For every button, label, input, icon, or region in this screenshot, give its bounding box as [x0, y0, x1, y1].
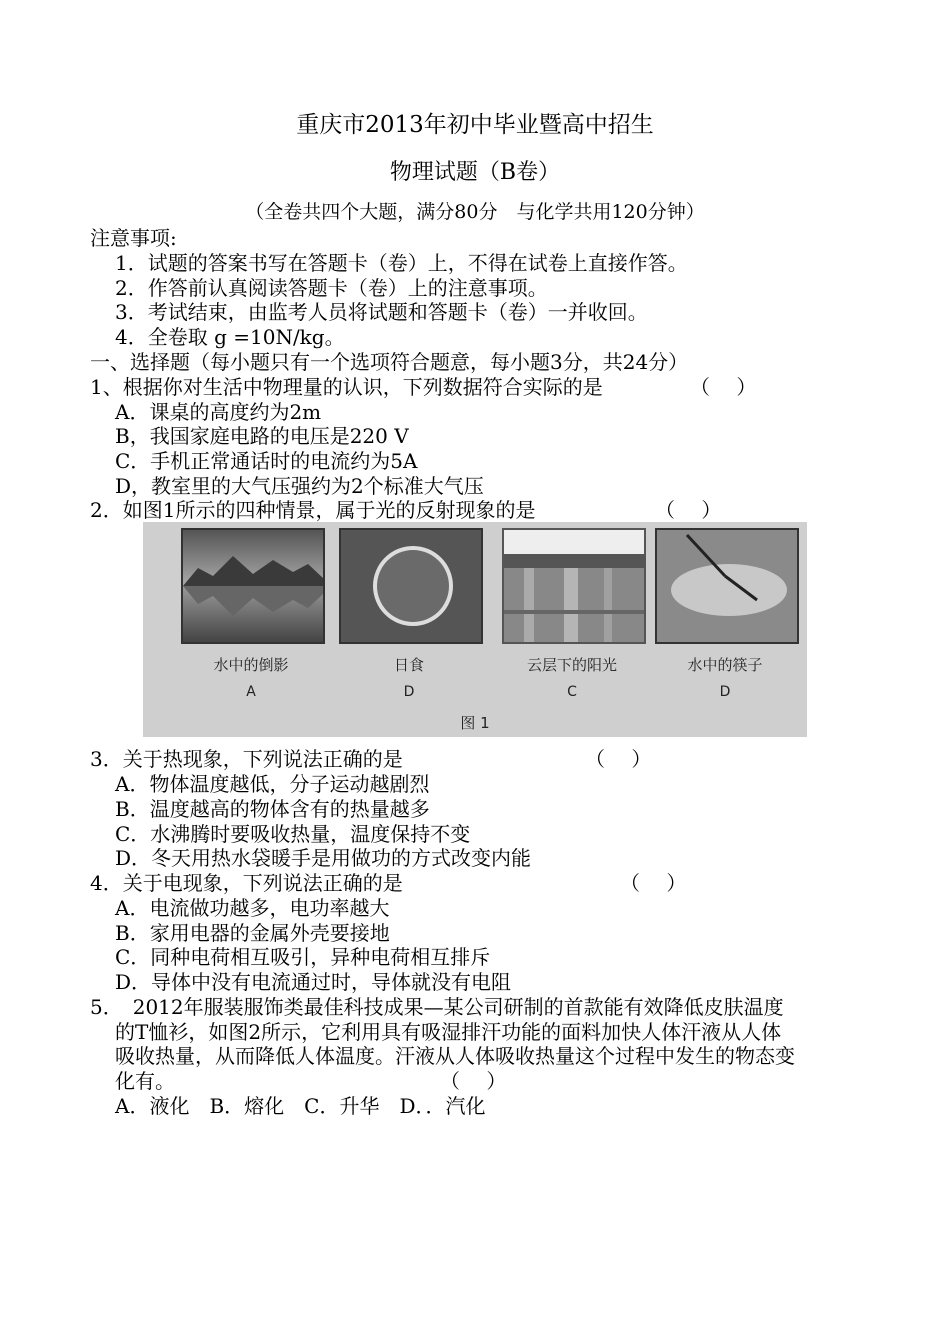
- section-heading: 一、选择题（每小题只有一个选项符合题意，每小题3分，共24分）: [90, 350, 689, 374]
- answer-paren: （ ）: [690, 375, 757, 399]
- figure-number: 图 1: [460, 714, 490, 732]
- exam-info: （全卷共四个大题，满分80分 与化学共用120分钟）: [245, 201, 705, 223]
- note-item: 3．考试结束，由监考人员将试题和答题卡（卷）一并收回。: [115, 300, 648, 324]
- answer-paren: （ ）: [620, 871, 687, 895]
- option: D，教室里的大气压强约为2个标准大气压: [115, 474, 484, 498]
- exam-title: 重庆市2013年初中毕业暨高中招生: [296, 112, 654, 138]
- figure-label: D: [719, 684, 731, 700]
- exam-subtitle: 物理试题（B卷）: [389, 160, 561, 185]
- option: B，我国家庭电路的电压是220 V: [115, 424, 409, 448]
- figure-label: A: [246, 684, 256, 700]
- option: C．手机正常通话时的电流约为5A: [115, 449, 418, 473]
- figure-caption: 水中的筷子: [687, 656, 763, 674]
- photo-solar-eclipse: [339, 528, 483, 644]
- option: D．导体中没有电流通过时，导体就没有电阻: [115, 970, 512, 994]
- figure-1: [143, 522, 807, 737]
- option: A．物体温度越低，分子运动越剧烈: [115, 772, 430, 796]
- option: A．电流做功越多，电功率越大: [115, 896, 390, 920]
- note-item: 1．试题的答案书写在答题卡（卷）上，不得在试卷上直接作答。: [115, 251, 688, 275]
- question-5-stem: 吸收热量，从而降低人体温度。汗液从人体吸收热量这个过程中发生的物态变: [115, 1044, 795, 1068]
- answer-paren: （ ）: [440, 1069, 507, 1093]
- figure-caption: 日食: [393, 656, 424, 674]
- figure-caption: 水中的倒影: [213, 656, 289, 674]
- photo-sunlight-clouds: [502, 528, 646, 644]
- question-4-stem: 4．关于电现象，下列说法正确的是: [90, 871, 403, 895]
- question-5-stem: 化有。: [115, 1069, 175, 1093]
- figure-caption: 云层下的阳光: [526, 656, 617, 674]
- answer-paren: （ ）: [585, 747, 652, 771]
- note-item: 2．作答前认真阅读答题卡（卷）上的注意事项。: [115, 276, 548, 300]
- option: C．同种电荷相互吸引，异种电荷相互排斥: [115, 945, 491, 969]
- option: A．课桌的高度约为2m: [115, 400, 322, 424]
- figure-label: C: [567, 684, 577, 700]
- note-item: 4．全卷取 g =10N/kg。: [115, 325, 345, 349]
- photo-water-reflection: [181, 528, 325, 644]
- option: B．家用电器的金属外壳要接地: [115, 921, 390, 945]
- photo-chopsticks-water: [655, 528, 799, 644]
- question-5-stem: 5． 2012年服装服饰类最佳科技成果—某公司研制的首款能有效降低皮肤温度: [90, 995, 784, 1019]
- option: D．冬天用热水袋暖手是用做功的方式改变内能: [115, 846, 532, 870]
- question-2-stem: 2．如图1所示的四种情景，属于光的反射现象的是: [90, 498, 536, 522]
- question-1-stem: 1、根据你对生活中物理量的认识，下列数据符合实际的是: [90, 375, 603, 399]
- option: C．水沸腾时要吸收热量，温度保持不变: [115, 822, 471, 846]
- notes-heading: 注意事项:: [90, 226, 177, 250]
- question-3-stem: 3．关于热现象，下列说法正确的是: [90, 747, 403, 771]
- option: B．温度越高的物体含有的热量越多: [115, 797, 430, 821]
- options-line: A．液化 B．熔化 C．升华 D．．汽化: [115, 1094, 486, 1118]
- answer-paren: （ ）: [655, 498, 722, 522]
- question-5-stem: 的T恤衫，如图2所示，它利用具有吸湿排汗功能的面料加快人体汗液从人体: [115, 1020, 782, 1044]
- figure-label: D: [403, 684, 415, 700]
